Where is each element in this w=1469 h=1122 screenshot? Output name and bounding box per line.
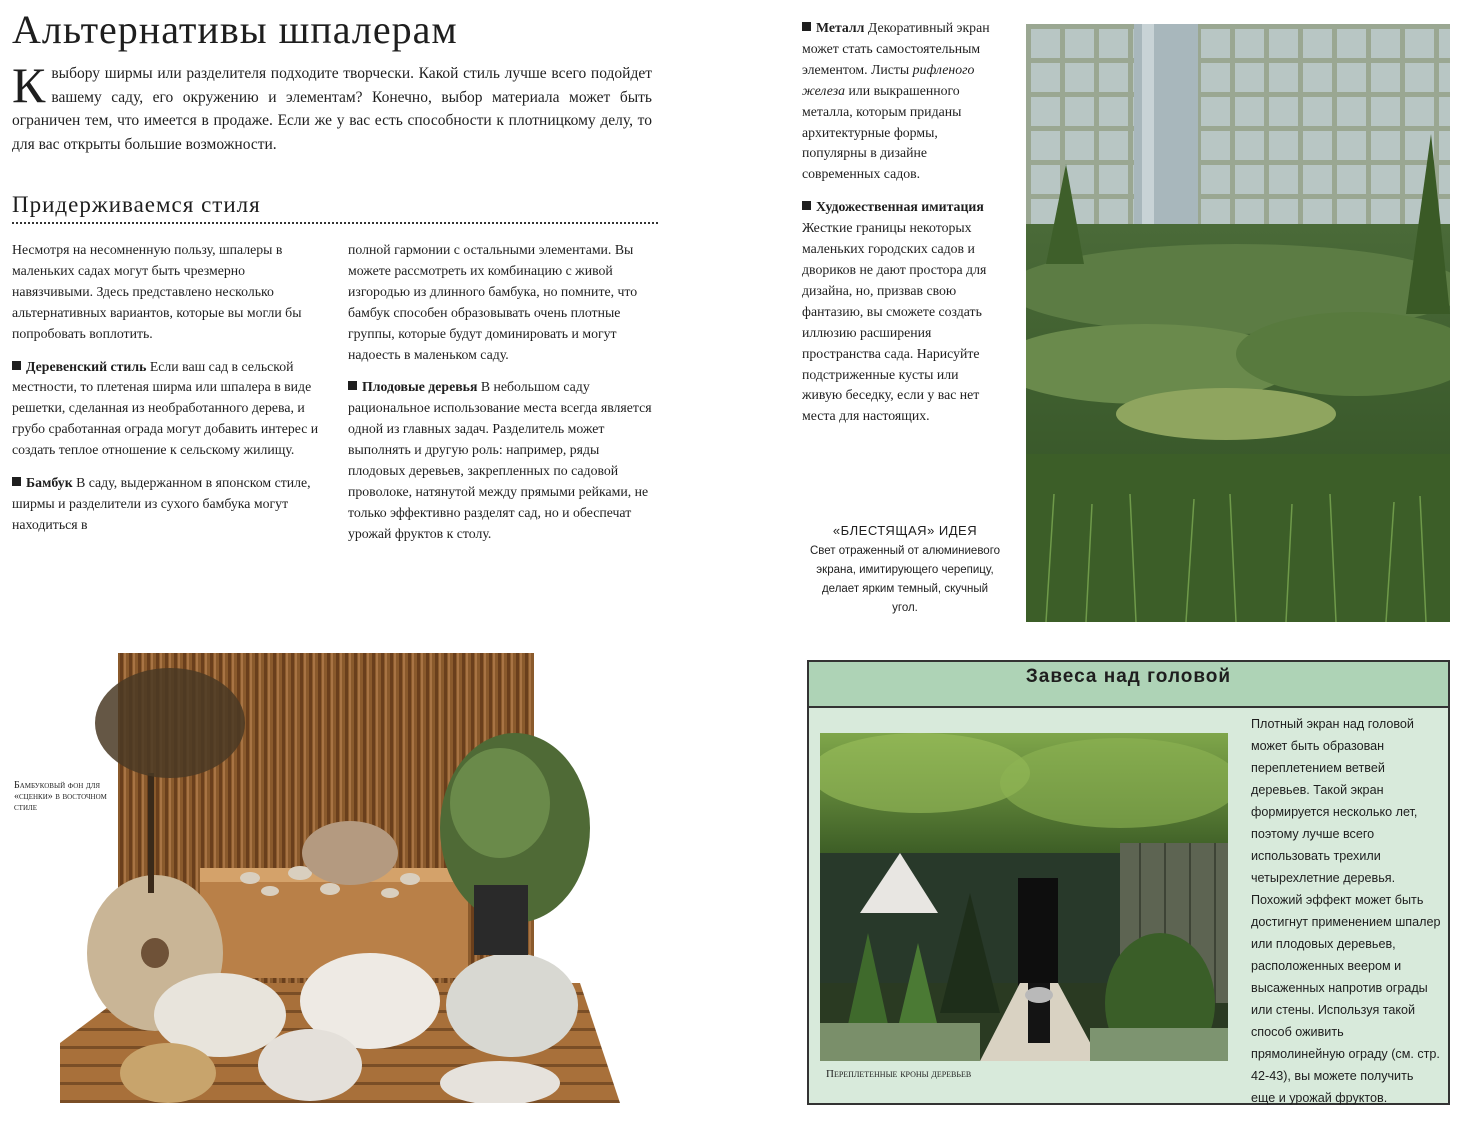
intro-text: выбору ширмы или разделителя подходите творчески. Какой стиль лучше всего подойдет вашему саду, его окружению и элементам? Конечно, выбор материала может быть ограничен тем, что имеется в продаже. Если же у вас есть способности к плотницкому делу, то для вас открыты большие возможности.: [12, 65, 652, 153]
fruit-term: Плодовые деревья: [362, 379, 478, 395]
bamboo-paragraph: [12, 473, 322, 536]
section-heading: Придерживаемся стиля: [12, 192, 261, 217]
column2-paragraph: полной гармонии с остальными элементами. Вы можете рассмотреть их комбинацию с живой изгородью из длинного бамбука, но помните, что бамбук способен образовывать очень плотные группы, которые будут доминировать и могут надоесть в маленьком саду.: [348, 242, 638, 362]
page-title: Альтернативы шпалерам: [12, 7, 458, 52]
text-column-2: [348, 240, 656, 557]
text-column-3: [802, 18, 1000, 439]
metal-screen-garden-photo: [1026, 24, 1450, 622]
text-column-1: [12, 240, 322, 548]
fruit-trees-paragraph: [348, 377, 656, 544]
rustic-style-paragraph: [12, 357, 322, 462]
art-term: Художественная имитация: [816, 199, 984, 215]
bullet-square-icon: [348, 381, 357, 390]
dotted-divider: [12, 222, 658, 224]
rustic-term: Деревенский стиль: [26, 358, 147, 374]
art-imitation-paragraph: [802, 197, 1000, 427]
tree-canopy-photo: [820, 733, 1228, 1061]
bamboo-screen-photo: [60, 653, 620, 1103]
art-text: Жесткие границы некоторых маленьких городских садов и двориков не дают простора для дизайна, но, призвав свою фантазию, вы сможете создать иллюзию расширения пространства сада. Нарисуйте подстриженные кусты или живую беседку, если у вас нет места для настоящих.: [802, 220, 987, 424]
column1-paragraph: Несмотря на несомненную пользу, шпалеры в маленьких садах могут быть чрезмерно навязчивыми. Здесь представлено несколько альтернативных вариантов, которые вы могли бы попробовать воплотить.: [12, 242, 302, 341]
metal-term: Металл: [816, 20, 865, 35]
bullet-square-icon: [12, 361, 21, 370]
metal-italic-text: рифленого железа: [802, 61, 975, 98]
caption-text: Свет отраженный от алюминиевого экрана, имитирующего черепицу, делает ярким темный, скучный угол.: [809, 545, 1001, 614]
bamboo-term: Бамбук: [26, 475, 73, 491]
metal-text: Декоративный экран может стать самостоятельным элементом. Листы: [802, 20, 990, 77]
fruit-text: В небольшом саду рациональное использование места всегда является одной из главных задач. Разделитель может выполнять и другую роль: например, ряды плодовых деревьев, закрепленных по садовой проволоке, натянутой между прямыми рейками, не только эффективно разделят сад, но и обеспечат урожай фруктов к столу.: [348, 379, 652, 541]
bamboo-photo-caption: Бамбуковый фон для «сценки» в восточном стиле: [14, 780, 107, 813]
box-text: Плотный экран над головой может быть образован переплетением ветвей деревьев. Такой экран формируется несколько лет, поэтому лучше всего использовать трехили четырехлетние деревья. Похожий эффект может быть достигнут применением шпалер или плодовых деревьев, расположенных веером и высаженных напротив ограды или стены. Используя такой способ оживить прямолинейную ограду (см. стр. 42-43), вы можете получить еще и урожай фруктов.: [1251, 717, 1441, 1105]
box-heading: Завеса над головой: [809, 662, 1448, 708]
metal-text-end: или выкрашенного металла, которым приданы архитектурные формы, популярны в дизайне современных садов.: [802, 82, 962, 182]
bullet-square-icon: [802, 22, 811, 31]
canopy-photo-caption: Переплетенные кроны деревьев: [826, 1068, 972, 1080]
bullet-square-icon: [802, 201, 811, 210]
intro-paragraph: [12, 57, 652, 156]
metal-photo-caption: [808, 523, 1002, 618]
rustic-text: Если ваш сад в сельской местности, то плетеная ширма или шпалера в виде решетки, сделанная из необработанного дерева, и грубо сработанная ограда могут добавить интерес и создать теплое отношение к сельскому жилищу.: [12, 358, 319, 458]
bullet-square-icon: [12, 477, 21, 486]
caption-title: «БЛЕСТЯЩАЯ» ИДЕЯ: [832, 523, 978, 538]
drop-cap: К: [12, 57, 46, 113]
metal-paragraph: [802, 18, 1000, 185]
bamboo-text: В саду, выдержанном в японском стиле, ширмы и разделители из сухого бамбука могут находиться в: [12, 475, 311, 532]
